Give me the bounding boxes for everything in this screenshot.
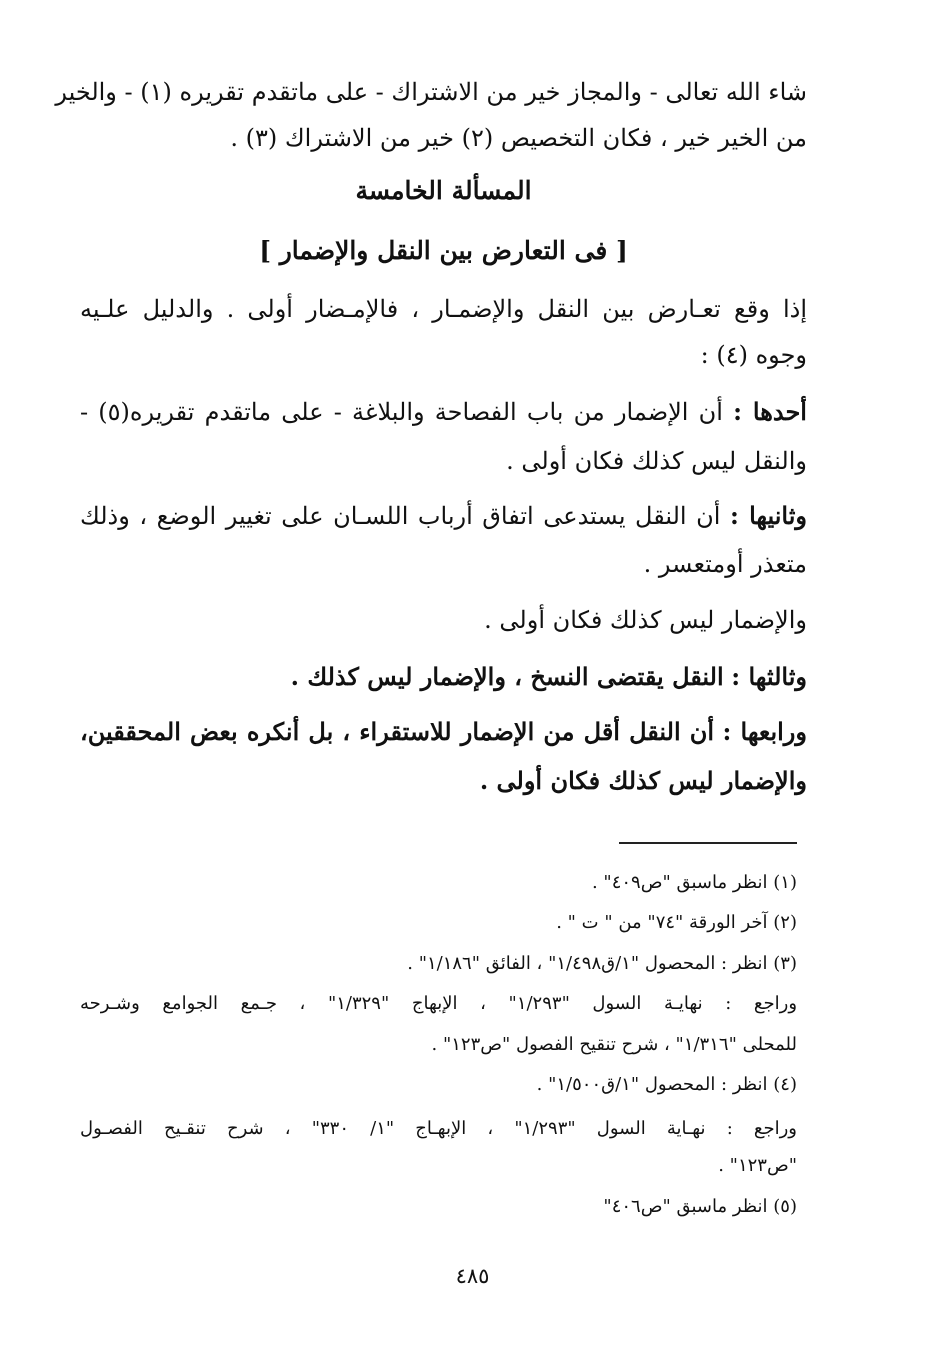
- fourth-evidence-label: ورابعها :: [722, 717, 807, 746]
- first-evidence-line-2: والنقل ليس كذلك فكان أولى .: [506, 447, 807, 475]
- first-evidence-label: أحدها :: [733, 397, 807, 426]
- page-number: ٤٨٥: [455, 1264, 490, 1288]
- intro-line-1: شاء الله تعالى - والمجاز خير من الاشتراك - على ماتقدم تقريره (١) - والخير: [55, 78, 807, 106]
- footnote-4: (٤) انظر : المحصول "١/ق١/٥٠٠" .: [536, 1074, 797, 1095]
- fourth-evidence-text: أن النقل أقل من الإضمار للاستقراء ، بل أنكره بعض المحققين،: [80, 717, 715, 746]
- footnote-5: (٥) انظر ماسبق "ص٤٠٦": [603, 1196, 797, 1217]
- paragraph-1-line-1: إذا وقع تعـارض بين النقل والإضمـار ، فالإمـضار أولى . والدليل علـيه: [80, 295, 807, 323]
- second-evidence-label: وثانيها :: [729, 501, 807, 530]
- second-evidence-text: أن النقل يستدعى اتفاق أرباب اللسـان على تغيير الوضع ، وذلك: [80, 502, 721, 530]
- footnote-3-continuation-1: وراجع : نهايـة السول "١/٢٩٣" ، الإبهاج "١/٣٢٩" ، جـمع الجوامع وشـرحه: [80, 993, 798, 1014]
- footnote-3-continuation-2: للمحلى "١/٣١٦" ، شرح تنقيح الفصول "ص١٢٣" .: [431, 1034, 797, 1055]
- footnote-1: (١) انظر ماسبق "ص٤٠٩" .: [591, 872, 797, 893]
- third-evidence-line: [80, 663, 807, 692]
- third-evidence-text: النقل يقتضى النسخ ، والإضمار ليس كذلك .: [290, 662, 724, 691]
- second-evidence-line-3: والإضمار ليس كذلك فكان أولى .: [484, 606, 807, 634]
- fourth-evidence-line-2: والإضمار ليس كذلك فكان أولى .: [479, 766, 807, 795]
- section-subtitle: [ فى التعارض بين النقل والإضمار ]: [259, 236, 628, 265]
- paragraph-1-line-2: وجوه (٤) :: [700, 341, 807, 369]
- third-evidence-label: وثالثها :: [731, 662, 807, 691]
- second-evidence-line-1: [80, 502, 807, 531]
- intro-line-2: من الخير خير ، فكان التخصيص (٢) خير من الاشتراك (٣) .: [230, 124, 807, 152]
- footnote-2: (٢) آخر الورقة "٧٤" من " ت " .: [556, 912, 797, 933]
- footnote-4-continuation-2: "ص١٢٣" .: [718, 1155, 797, 1176]
- first-evidence-line-1: [80, 398, 807, 427]
- fourth-evidence-line-1: [80, 718, 807, 747]
- second-evidence-line-2: متعذر أومتعسر .: [643, 550, 807, 578]
- section-title: المسألة الخامسة: [355, 176, 532, 205]
- footnote-divider: [619, 842, 797, 844]
- footnote-4-continuation-1: وراجع : نهـاية السول "١/٢٩٣" ، الإبهـاج "١/ ٣٣٠" ، شرح تنقـيح الفصـول: [80, 1118, 797, 1139]
- first-evidence-text: أن الإضمار من باب الفصاحة والبلاغة - على ماتقدم تقريره(٥) -: [80, 398, 723, 426]
- footnote-3: (٣) انظر : المحصول "١/ق١/٤٩٨" ، الفائق "١/١٨٦" .: [407, 953, 797, 974]
